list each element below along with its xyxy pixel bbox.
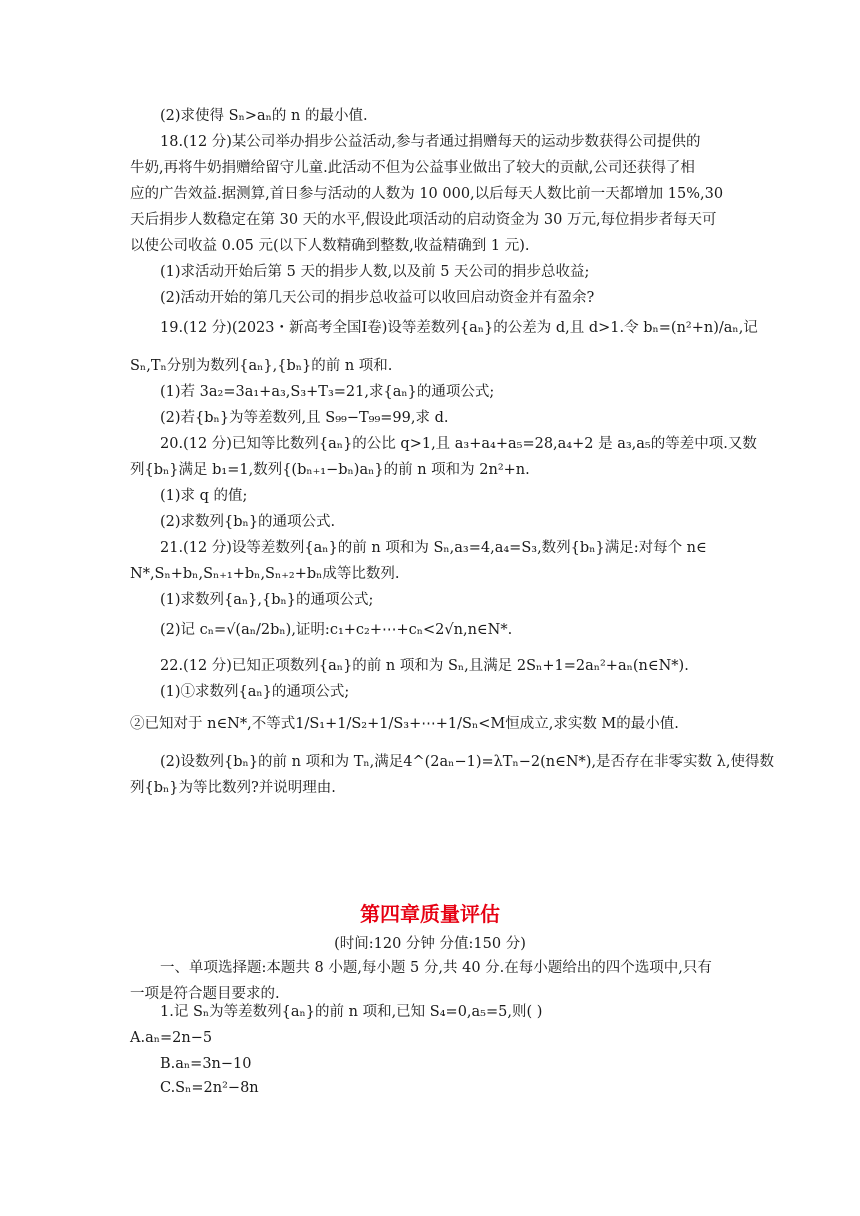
q19-line2: Sₙ,Tₙ分别为数列{aₙ},{bₙ}的前 n 项和. [130, 358, 393, 374]
q17-part2: (2)求使得 Sₙ>aₙ的 n 的最小值. [160, 108, 368, 124]
q22-part1-sub2: ②已知对于 n∈N*,不等式1/S₁+1/S₂+1/S₃+⋯+1/Sₙ<M恒成立,求实数 M的最小值. [130, 716, 679, 732]
q19-part2: (2)若{bₙ}为等差数列,且 S₉₉−T₉₉=99,求 d. [160, 410, 449, 426]
q20-line1: 20.(12 分)已知等比数列{aₙ}的公比 q>1,且 a₃+a₄+a₅=28,a₄+2 是 a₃,a₅的等差中项.又数 [160, 436, 757, 452]
q18-line3: 应的广告效益.据测算,首日参与活动的人数为 10 000,以后每天人数比前一天都增加 15%,30 [130, 186, 724, 202]
q20-part1: (1)求 q 的值; [160, 488, 248, 504]
q19-line1: 19.(12 分)(2023・新高考全国Ⅰ卷)设等差数列{aₙ}的公差为 d,且 d>1.令 bₙ=(n²+n)/aₙ,记 [160, 320, 758, 336]
q21-line2: N*,Sₙ+bₙ,Sₙ₊₁+bₙ,Sₙ₊₂+bₙ成等比数列. [130, 566, 400, 582]
q22-line1: 22.(12 分)已知正项数列{aₙ}的前 n 项和为 Sₙ,且满足 2Sₙ+1=2aₙ²+aₙ(n∈N*). [160, 658, 689, 674]
q18-line5: 以使公司收益 0.05 元(以下人数精确到整数,收益精确到 1 元). [130, 238, 530, 254]
q1-option-c: C.Sₙ=2n²−8n [160, 1080, 259, 1096]
chapter-title: 第四章质量评估 [360, 902, 500, 926]
q1-option-a: A.aₙ=2n−5 [130, 1030, 213, 1046]
q19-part1: (1)若 3a₂=3a₁+a₃,S₃+T₃=21,求{aₙ}的通项公式; [160, 384, 495, 400]
q21-line1: 21.(12 分)设等差数列{aₙ}的前 n 项和为 Sₙ,a₃=4,a₄=S₃,数列{bₙ}满足:对每个 n∈ [160, 540, 707, 556]
q1-option-b: B.aₙ=3n−10 [160, 1056, 252, 1072]
q22-part1: (1)①求数列{aₙ}的通项公式; [160, 684, 350, 700]
q18-line1: 18.(12 分)某公司举办捐步公益活动,参与者通过捐赠每天的运动步数获得公司提供的 [160, 134, 701, 150]
q18-line4: 天后捐步人数稳定在第 30 天的水平,假设此项活动的启动资金为 30 万元,每位捐步者每天可 [130, 212, 717, 228]
section1-line1: 一、单项选择题:本题共 8 小题,每小题 5 分,共 40 分.在每小题给出的四个选项中,只有 [160, 960, 712, 976]
q18-line2: 牛奶,再将牛奶捐赠给留守儿童.此活动不但为公益事业做出了较大的贡献,公司还获得了相 [130, 160, 695, 176]
q20-line2: 列{bₙ}满足 b₁=1,数列{(bₙ₊₁−bₙ)aₙ}的前 n 项和为 2n²+n. [130, 462, 530, 478]
q20-part2: (2)求数列{bₙ}的通项公式. [160, 514, 336, 530]
q21-part1: (1)求数列{aₙ},{bₙ}的通项公式; [160, 592, 374, 608]
chapter-subtitle: (时间:120 分钟 分值:150 分) [334, 936, 526, 952]
q1-stem: 1.记 Sₙ为等差数列{aₙ}的前 n 项和,已知 S₄=0,a₅=5,则( ) [160, 1004, 543, 1020]
q21-part2: (2)记 cₙ=√(aₙ/2bₙ),证明:c₁+c₂+⋯+cₙ<2√n,n∈N*. [160, 622, 513, 638]
q22-part2-line2: 列{bₙ}为等比数列?并说明理由. [130, 780, 336, 796]
q18-part2: (2)活动开始的第几天公司的捐步总收益可以收回启动资金并有盈余? [160, 290, 595, 306]
q18-part1: (1)求活动开始后第 5 天的捐步人数,以及前 5 天公司的捐步总收益; [160, 264, 590, 280]
section1-line2: 一项是符合题目要求的. [130, 986, 280, 1002]
q22-part2-line1: (2)设数列{bₙ}的前 n 项和为 Tₙ,满足4^(2aₙ−1)=λTₙ−2(n∈N*),是否存在非零实数 λ,使得数 [160, 754, 774, 770]
